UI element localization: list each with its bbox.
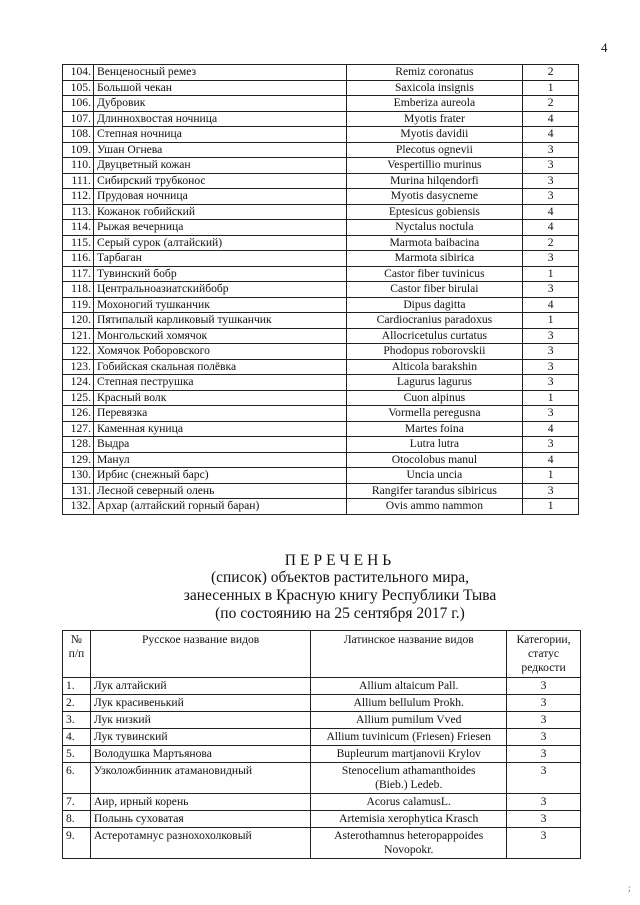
latin-name: Myotis dasycneme (346, 189, 523, 205)
russian-name: Астеротамнус разнохохолковый (90, 828, 310, 859)
row-number: 108. (63, 127, 94, 143)
latin-name (311, 811, 507, 828)
latin-name: Cardiocranius paradoxus (346, 313, 523, 329)
latin-name: Vespertillio murinus (346, 158, 523, 174)
row-number: 132. (63, 499, 94, 515)
latin-name: Plecotus ognevii (346, 142, 523, 158)
fauna-row (63, 204, 579, 220)
category: 4 (523, 127, 579, 143)
row-number: 128. (63, 437, 94, 453)
category: 3 (523, 406, 579, 422)
row-number: 4. (63, 729, 91, 746)
russian-name: Центральноазиатскийбобр (93, 282, 346, 298)
row-number: 117. (63, 266, 94, 282)
row-number: 121. (63, 328, 94, 344)
category: 3 (523, 375, 579, 391)
list-title: ПЕРЕЧЕНЬ (284, 552, 396, 569)
latin-name-line1: Stenocelium athamanthoides (341, 764, 476, 777)
latin-name-line1: Bupleurum martjanovii Krylov (336, 747, 481, 760)
latin-name: Phodopus roborovskii (346, 344, 523, 360)
latin-name-line2: (Bieb.) Ledeb. (375, 778, 443, 791)
latin-name (311, 746, 507, 763)
row-number: 9. (63, 828, 91, 859)
row-number: 120. (63, 313, 94, 329)
fauna-table-body (63, 65, 579, 515)
row-number: 129. (63, 452, 94, 468)
russian-name: Хомячок Роборовского (93, 344, 346, 360)
russian-name: Рыжая вечерница (93, 220, 346, 236)
latin-name (311, 763, 507, 794)
latin-name (311, 794, 507, 811)
russian-name: Степная пеструшка (93, 375, 346, 391)
latin-name: Cuon alpinus (346, 390, 523, 406)
flora-row (63, 794, 581, 811)
fauna-table (62, 64, 579, 515)
fauna-row (63, 421, 579, 437)
fauna-row (63, 189, 579, 205)
category: 1 (523, 80, 579, 96)
row-number: 5. (63, 746, 91, 763)
category: 3 (523, 483, 579, 499)
flora-row (63, 695, 581, 712)
fauna-row (63, 266, 579, 282)
fauna-row (63, 158, 579, 174)
row-number: 1. (63, 678, 91, 695)
header-category-line3: редкости (521, 661, 566, 674)
category: 3 (523, 173, 579, 189)
fauna-row (63, 483, 579, 499)
fauna-row (63, 375, 579, 391)
latin-name: Martes foina (346, 421, 523, 437)
flora-table (62, 630, 581, 859)
latin-name: Allocricetulus curtatus (346, 328, 523, 344)
latin-name: Ovis ammo nammon (346, 499, 523, 515)
russian-name: Манул (93, 452, 346, 468)
category: 4 (523, 204, 579, 220)
russian-name: Красный волк (93, 390, 346, 406)
latin-name (311, 678, 507, 695)
row-number: 113. (63, 204, 94, 220)
latin-name-line1: Allium bellulum Prokh. (353, 696, 464, 709)
latin-name-line1: Asterothamnus heteropappoides (334, 829, 484, 842)
latin-name: Murina hilqendorfi (346, 173, 523, 189)
latin-name (311, 828, 507, 859)
row-number: 105. (63, 80, 94, 96)
row-number: 123. (63, 359, 94, 375)
fauna-row (63, 96, 579, 112)
row-number: 109. (63, 142, 94, 158)
category: 3 (523, 142, 579, 158)
russian-name: Тувинский бобр (93, 266, 346, 282)
latin-name: Lutra lutra (346, 437, 523, 453)
russian-name: Володушка Мартьянова (90, 746, 310, 763)
russian-name: Выдра (93, 437, 346, 453)
category: 3 (507, 746, 581, 763)
latin-name: Saxicola insignis (346, 80, 523, 96)
category: 2 (523, 235, 579, 251)
russian-name: Большой чекан (93, 80, 346, 96)
row-number: 115. (63, 235, 94, 251)
row-number: 106. (63, 96, 94, 112)
category: 1 (523, 468, 579, 484)
category: 1 (523, 266, 579, 282)
latin-name: Remiz coronatus (346, 65, 523, 81)
fauna-row (63, 328, 579, 344)
header-russian-name: Русское название видов (90, 631, 310, 678)
header-latin-name: Латинское название видов (311, 631, 507, 678)
fauna-row (63, 235, 579, 251)
fauna-row (63, 142, 579, 158)
latin-name: Myotis frater (346, 111, 523, 127)
russian-name: Ирбис (снежный барс) (93, 468, 346, 484)
row-number: 125. (63, 390, 94, 406)
latin-name: Rangifer tarandus sibiricus (346, 483, 523, 499)
fauna-row (63, 468, 579, 484)
fauna-row (63, 359, 579, 375)
row-number: 119. (63, 297, 94, 313)
row-number: 124. (63, 375, 94, 391)
russian-name: Каменная куница (93, 421, 346, 437)
header-category-line2: статус (528, 647, 560, 660)
category: 1 (523, 499, 579, 515)
russian-name: Лук низкий (90, 712, 310, 729)
latin-name: Marmota baibacina (346, 235, 523, 251)
russian-name: Полынь суховатая (90, 811, 310, 828)
row-number: 116. (63, 251, 94, 267)
category: 4 (523, 421, 579, 437)
latin-name-line1: Allium pumilum Vved (356, 713, 462, 726)
russian-name: Гобийская скальная полёвка (93, 359, 346, 375)
row-number: 6. (63, 763, 91, 794)
latin-name-line1: Allium tuvinicum (Friesen) Friesen (326, 730, 491, 743)
header-number (63, 631, 91, 678)
russian-name: Длиннохвостая ночница (93, 111, 346, 127)
latin-name: Emberiza aureola (346, 96, 523, 112)
russian-name: Лесной северный олень (93, 483, 346, 499)
category: 3 (507, 712, 581, 729)
category: 3 (507, 763, 581, 794)
latin-name: Castor fiber birulai (346, 282, 523, 298)
fauna-row (63, 65, 579, 81)
russian-name: Серый сурок (алтайский) (93, 235, 346, 251)
russian-name: Кожанок гобийский (93, 204, 346, 220)
latin-name: Uncia uncia (346, 468, 523, 484)
list-subtitle-2: занесенных в Красную книгу Республики Тыва (183, 587, 497, 604)
category: 4 (523, 297, 579, 313)
latin-name (311, 695, 507, 712)
category: 2 (523, 65, 579, 81)
flora-row (63, 712, 581, 729)
flora-row (63, 746, 581, 763)
category: 2 (523, 96, 579, 112)
category: 3 (523, 344, 579, 360)
category: 3 (523, 251, 579, 267)
latin-name: Eptesicus gobiensis (346, 204, 523, 220)
row-number: 122. (63, 344, 94, 360)
russian-name: Степная ночница (93, 127, 346, 143)
category: 3 (523, 328, 579, 344)
list-subtitle-3: (по состоянию на 25 сентября 2017 г.) (215, 605, 465, 622)
flora-row (63, 828, 581, 859)
category: 3 (523, 158, 579, 174)
fauna-row (63, 220, 579, 236)
fauna-row (63, 437, 579, 453)
category: 3 (507, 695, 581, 712)
russian-name: Мохоногий тушканчик (93, 297, 346, 313)
flora-row (63, 811, 581, 828)
flora-table-body (63, 631, 581, 859)
header-category (507, 631, 581, 678)
row-number: 130. (63, 468, 94, 484)
russian-name: Пятипалый карликовый тушканчик (93, 313, 346, 329)
category: 3 (507, 794, 581, 811)
latin-name: Alticola barakshin (346, 359, 523, 375)
latin-name: Myotis davidii (346, 127, 523, 143)
fauna-row (63, 282, 579, 298)
category: 3 (523, 359, 579, 375)
row-number: 8. (63, 811, 91, 828)
fauna-row (63, 111, 579, 127)
russian-name: Лук алтайский (90, 678, 310, 695)
russian-name: Лук красивенький (90, 695, 310, 712)
fauna-row (63, 127, 579, 143)
fauna-row (63, 452, 579, 468)
fauna-row (63, 297, 579, 313)
russian-name: Сибирский трубконос (93, 173, 346, 189)
row-number: 107. (63, 111, 94, 127)
fauna-row (63, 499, 579, 515)
category: 4 (523, 452, 579, 468)
latin-name-line1: Allium altaicum Pall. (358, 679, 459, 692)
row-number: 118. (63, 282, 94, 298)
list-subtitle-1: (список) объектов растительного мира, (210, 569, 470, 586)
header-number-line1: № (70, 633, 82, 646)
russian-name: Монгольский хомячок (93, 328, 346, 344)
row-number: 114. (63, 220, 94, 236)
category: 3 (523, 189, 579, 205)
russian-name: Аир, ирный корень (90, 794, 310, 811)
row-number: 110. (63, 158, 94, 174)
russian-name: Двуцветный кожан (93, 158, 346, 174)
category: 3 (507, 828, 581, 859)
page-number: 4 (601, 40, 608, 55)
row-number: 111. (63, 173, 94, 189)
category: 3 (507, 678, 581, 695)
flora-row (63, 678, 581, 695)
fauna-row (63, 344, 579, 360)
category: 1 (523, 313, 579, 329)
header-category-line1: Категории, (516, 633, 571, 646)
russian-name: Тарбаган (93, 251, 346, 267)
row-number: 104. (63, 65, 94, 81)
latin-name: Vormella peregusna (346, 406, 523, 422)
russian-name: Архар (алтайский горный баран) (93, 499, 346, 515)
latin-name (311, 712, 507, 729)
latin-name-line1: Artemisia xerophytica Krasch (339, 812, 479, 825)
row-number: 131. (63, 483, 94, 499)
latin-name: Dipus dagitta (346, 297, 523, 313)
russian-name: Прудовая ночница (93, 189, 346, 205)
russian-name: Перевязка (93, 406, 346, 422)
scan-mark: ; (628, 883, 631, 893)
fauna-row (63, 80, 579, 96)
latin-name-line1: Acorus calamusL. (366, 795, 451, 808)
flora-row (63, 729, 581, 746)
row-number: 112. (63, 189, 94, 205)
category: 4 (523, 220, 579, 236)
category: 3 (523, 282, 579, 298)
category: 3 (507, 811, 581, 828)
flora-row (63, 763, 581, 794)
latin-name: Castor fiber tuvinicus (346, 266, 523, 282)
russian-name: Ушан Огнева (93, 142, 346, 158)
fauna-row (63, 173, 579, 189)
russian-name: Лук тувинский (90, 729, 310, 746)
row-number: 127. (63, 421, 94, 437)
russian-name: Узколожбинник атамановидный (90, 763, 310, 794)
category: 1 (523, 390, 579, 406)
fauna-row (63, 406, 579, 422)
latin-name-line2: Novopokr. (384, 843, 434, 856)
row-number: 126. (63, 406, 94, 422)
row-number: 7. (63, 794, 91, 811)
row-number: 3. (63, 712, 91, 729)
latin-name: Otocolobus manul (346, 452, 523, 468)
row-number: 2. (63, 695, 91, 712)
fauna-row (63, 251, 579, 267)
flora-header-row (63, 631, 581, 678)
header-number-line2: п/п (68, 647, 85, 660)
category: 4 (523, 111, 579, 127)
latin-name: Lagurus lagurus (346, 375, 523, 391)
russian-name: Венценосный ремез (93, 65, 346, 81)
latin-name: Marmota sibirica (346, 251, 523, 267)
category: 3 (523, 437, 579, 453)
category: 3 (507, 729, 581, 746)
russian-name: Дубровик (93, 96, 346, 112)
fauna-row (63, 313, 579, 329)
latin-name (311, 729, 507, 746)
fauna-row (63, 390, 579, 406)
latin-name: Nyctalus noctula (346, 220, 523, 236)
